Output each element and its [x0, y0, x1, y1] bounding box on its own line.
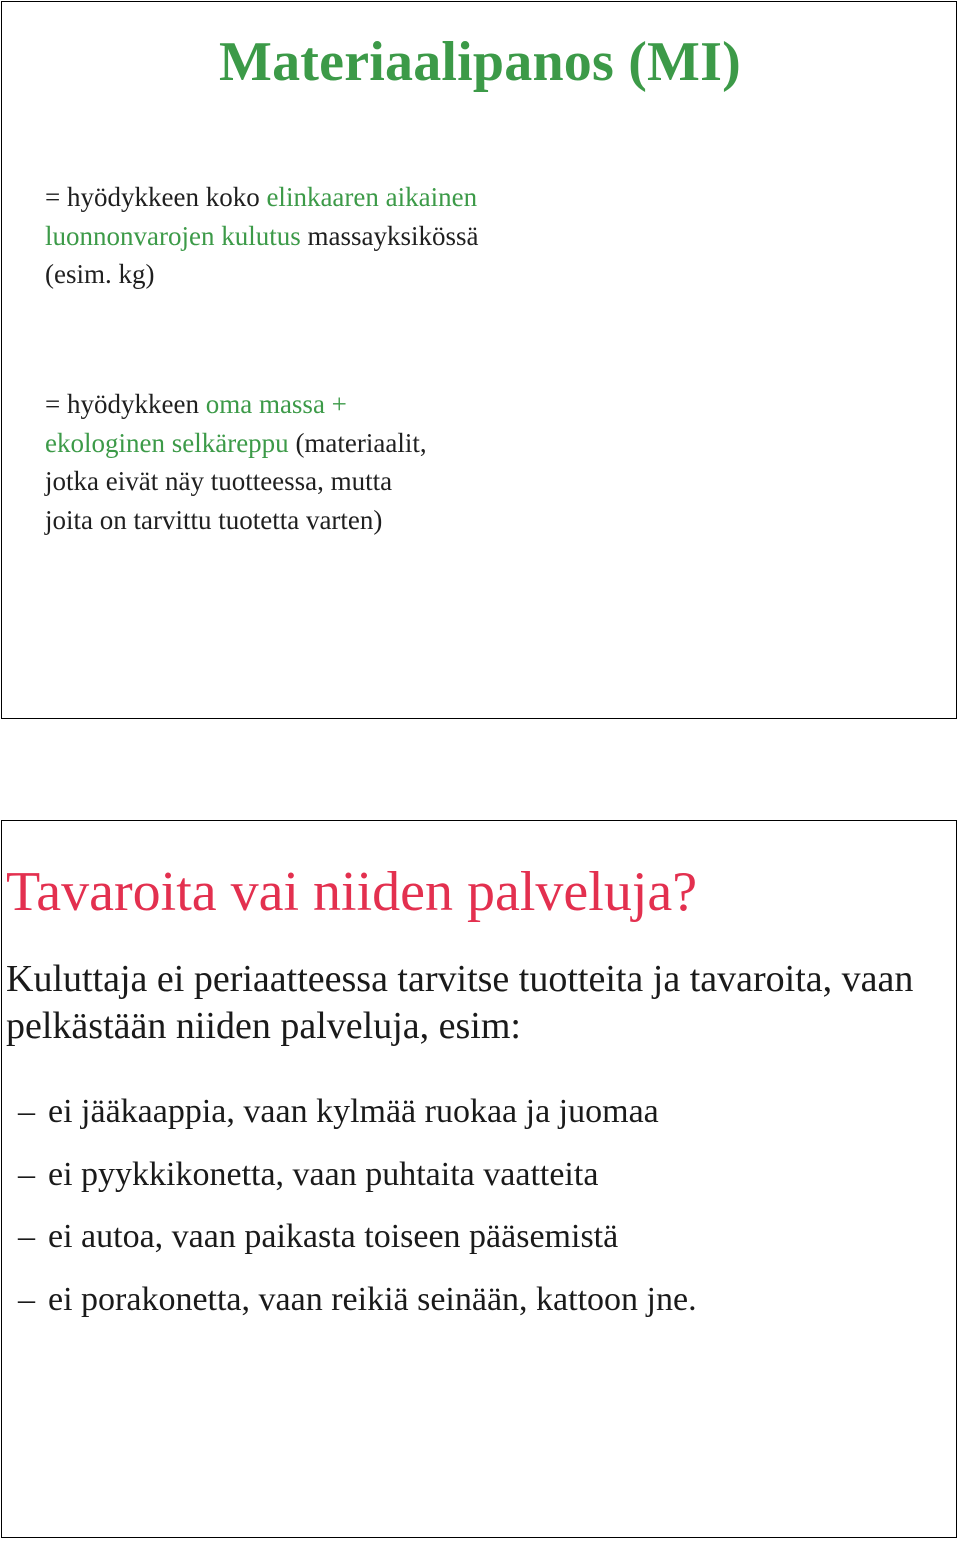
- slide1-title: Materiaalipanos (MI): [219, 31, 741, 93]
- list-item-text: ei autoa, vaan paikasta toiseen pääsemistä: [48, 1218, 619, 1255]
- list-item: [0, 1092, 700, 1133]
- slide-materiaalipanos: [1, 1, 957, 719]
- slide2-intro: Kuluttaja ei periaatteessa tarvitse tuotteita ja tavaroita, vaan pelkästään niiden palveluja, esim:: [6, 958, 914, 1047]
- list-item-text: ei pyykkikonetta, vaan puhtaita vaatteita: [48, 1155, 599, 1193]
- para2-highlight: oma massa + ekologinen selkäreppu: [45, 389, 347, 458]
- para2-text-start: = hyödykkeen: [45, 389, 206, 419]
- slide1-definition-1: [45, 178, 485, 294]
- dash-bullet: –: [18, 1155, 35, 1193]
- dash-bullet: –: [18, 1280, 35, 1318]
- list-item-text: ei porakonetta, vaan reikiä seinään, kattoon jne.: [48, 1280, 697, 1318]
- para1-text-end: massayksikössä (esim. kg): [45, 220, 479, 289]
- dash-bullet: –: [18, 1093, 35, 1130]
- slide2-title: Tavaroita vai niiden palveluja?: [6, 861, 698, 923]
- slide2-example-list: [0, 1092, 700, 1342]
- slide1-definition-2: [45, 385, 445, 539]
- list-item: [0, 1155, 700, 1196]
- list-item-text: ei jääkaappia, vaan kylmää ruokaa ja juomaa: [48, 1093, 659, 1130]
- para2-text-end: (materiaalit, jotka eivät näy tuotteessa, mutta joita on tarvittu tuotetta varten): [45, 427, 427, 535]
- para1-text-start: = hyödykkeen koko: [45, 182, 267, 212]
- dash-bullet: –: [18, 1218, 35, 1255]
- list-item: [0, 1280, 700, 1321]
- para1-highlight: elinkaaren aikainen luonnonvarojen kulutus: [45, 182, 478, 251]
- list-item: [0, 1217, 700, 1258]
